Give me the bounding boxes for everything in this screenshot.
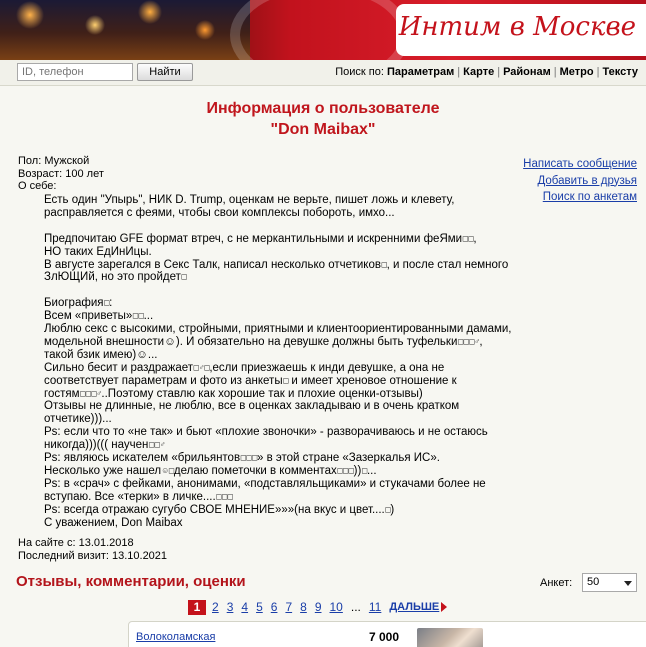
bio-p1: Люблю секс с высокими, стройными, приятными и клиентоориентированными дамами, модельной внешности xyxy=(44,323,512,348)
search-link-map[interactable]: Карте xyxy=(463,66,495,78)
page-title-username: "Don Maibax" xyxy=(270,121,376,138)
card-photo[interactable] xyxy=(417,628,483,647)
page-link[interactable]: 2 xyxy=(212,600,219,614)
about-p2b: НО таких ЕдИнИцы. xyxy=(44,245,152,258)
emoji-icon: ◻ xyxy=(384,504,391,514)
per-page-select[interactable] xyxy=(582,573,637,592)
emoji-icon: ◻◻ xyxy=(132,311,144,321)
emoji-icon: ◻ xyxy=(380,259,387,269)
chevron-down-icon xyxy=(624,581,632,586)
per-page-value: 50 xyxy=(587,576,600,588)
write-message-link[interactable]: Написать сообщение xyxy=(523,158,637,170)
site-banner[interactable] xyxy=(0,0,646,60)
emoji-icon: ◻◻◻♂ xyxy=(79,388,102,398)
arrow-right-icon[interactable] xyxy=(441,602,447,612)
bio-p2: Сильно бесит и раздражает xyxy=(44,361,194,374)
pager-dots: ... xyxy=(350,600,361,614)
page-link[interactable]: 4 xyxy=(241,600,249,614)
city-photo xyxy=(0,0,250,60)
emoji-icon: ◻ xyxy=(361,466,367,475)
about-p3b: , и после стал немного ЗлЮЩИй, но это пройдет xyxy=(44,258,509,284)
card-metro-link[interactable]: Волоколамская xyxy=(136,631,216,643)
emoji-icon: ◻◻♂ xyxy=(148,440,165,450)
emoji-icon: ◻◻◻ xyxy=(336,466,354,475)
search-by-nav: Поиск по: Параметрам | Карте | Районам | Метро | Тексту xyxy=(335,66,638,78)
emoji-icon: ◻ xyxy=(180,272,187,282)
last-visit: Последний визит: 13.10.2021 xyxy=(18,549,168,562)
registered-date: На сайте с: 13.01.2018 xyxy=(18,537,134,549)
age: Возраст: 100 лет xyxy=(18,167,104,180)
emoji-icon: ☺◻ xyxy=(161,466,174,475)
emoji-icon: ◻ xyxy=(282,375,289,385)
ps4: Ps: всегда отражаю сугубо СВОЕ МНЕНИЕ»»»(на вкус и цвет.... xyxy=(44,503,385,516)
emoji-icon: ◻◻◻ xyxy=(215,491,233,501)
search-input[interactable] xyxy=(17,63,133,81)
smile-icon: ☺ xyxy=(164,335,176,348)
pagination xyxy=(188,599,447,615)
search-link-text[interactable]: Тексту xyxy=(602,66,638,78)
user-info xyxy=(18,155,104,193)
about-p2a: Предпочитаю GFE формат втреч, с не меркантильными и искренними феЯми xyxy=(44,232,463,245)
page-link[interactable]: 7 xyxy=(285,600,293,614)
page-link[interactable]: 10 xyxy=(329,600,343,614)
emoji-icon: ◻◻◻♂ xyxy=(457,336,480,346)
emoji-icon: ◻ xyxy=(103,298,110,308)
reviews-title: Отзывы, комментарии, оценки xyxy=(16,573,246,590)
profile-actions xyxy=(523,156,637,206)
search-link-parameters[interactable]: Параметрам xyxy=(386,66,455,78)
smile-icon: ☺ xyxy=(136,348,148,361)
about-label: О себе: xyxy=(18,180,57,193)
hello-text: Всем «приветы» xyxy=(44,310,133,323)
about-p1: Есть один "Упырь", НИК D. Trump, оценкам не верьте, пишет ложь и клевету, расправляется с феями, чтобы свои комплексы побороть, имхо... xyxy=(44,194,455,219)
next-page-link[interactable]: ДАЛЬШЕ xyxy=(389,601,440,613)
anket-label: Анкет: xyxy=(540,577,573,589)
add-friend-link[interactable]: Добавить в друзья xyxy=(537,174,637,187)
page-link[interactable]: 9 xyxy=(314,600,322,614)
page-current: 1 xyxy=(188,600,206,615)
ps1: Ps: если что то «не так» и бьют «плохие звоночки» - разворачиваюсь и не остаюсь никогда)))((( научен xyxy=(44,426,488,452)
emoji-icon: ◻◻ xyxy=(462,233,474,243)
visit-info xyxy=(18,537,167,563)
find-button[interactable]: Найти xyxy=(137,63,193,81)
search-by-label: Поиск по: xyxy=(335,66,384,78)
site-logo[interactable] xyxy=(396,4,646,56)
search-profiles-link[interactable]: Поиск по анкетам xyxy=(542,191,637,203)
card-price: 7 000 xyxy=(369,630,400,644)
about-text: Есть один "Упырь", НИК D. Trump, оценкам не верьте, пишет ложь и клевету, расправляется с феями, чтобы свои комплексы побороть, имхо... Предпочитаю GFE формат втреч, с не меркантильными и искренними феЯми◻◻, НО таких ЕдИнИцы. В августе зарегался в Секс Талк, написал несколько отчетиков◻, и после стал немного ЗлЮЩИй, но это пройдет◻ Биография◻: Всем «приветы»◻◻... Люблю секс с высокими, стройными, приятными и клиентоориентированными дамами, модельной внешности☺). И обязательно на девушке должны быть туфельки◻◻◻♂, такой бзик имею)☺... Сильно бесит и раздражает◻♂◻,если приезжаешь к инди девушке, а она не соответствует параметрам и фото из анкеты◻ и имеет хреновое отношение к гостям◻◻◻♂..Поэтому ставлю как хорошие так и плохие оценки-отзывы) Отзывы не длинные, не люблю, все в оценках закладываю и в очень кратком отчетике)))... Ps: если что то «не так» и бьют «плохие звоночки» - разворачиваюсь и не остаюсь никогда)))((( научен◻◻♂ Ps: являюсь искателем «брильянтов◻◻◻» в этой стране «Зазеркалья ИС». Несколько уже нашел☺◻делаю пометочки в комментах◻◻◻))◻... Ps: в «срач» с фейками, анонимами, «подставляльщиками» и стукачами более не вступаю. Все «терки» в личке....◻◻◻ Ps: всегда отражаю сугубо СВОЕ МНЕНИЕ»»»(на вкус и цвет....◻) С уважением, Don Maibax xyxy=(44,194,514,530)
logo-text: Интим в Москве xyxy=(398,12,636,42)
signature: С уважением, Don Maibax xyxy=(44,516,183,529)
ps3: Ps: в «срач» с фейками, анонимами, «подставляльщиками» и стукачами более не вступаю. Все «терки» в личке.... xyxy=(44,477,486,503)
bio-p3: Отзывы не длинные, не люблю, все в оценках закладываю и в очень кратком отчетике)))... xyxy=(44,400,460,426)
page-title: Информация о пользователе xyxy=(206,100,440,117)
emoji-icon: ◻◻◻ xyxy=(240,453,257,463)
page-link[interactable]: 8 xyxy=(300,600,307,614)
review-card[interactable] xyxy=(128,621,646,647)
banner-swirl xyxy=(230,0,410,60)
search-toolbar xyxy=(0,60,646,86)
emoji-icon: ◻♂◻ xyxy=(193,362,210,372)
search-link-districts[interactable]: Районам xyxy=(503,66,551,78)
page-link-last[interactable]: 11 xyxy=(368,600,382,614)
page-link[interactable]: 5 xyxy=(256,600,263,614)
search-link-metro[interactable]: Метро xyxy=(559,66,594,78)
bio-label: Биография xyxy=(44,297,104,310)
ps2: Ps: являюсь искателем «брильянтов xyxy=(44,452,241,465)
page-link[interactable]: 3 xyxy=(226,600,234,614)
about-p3a: В августе зарегался в Секс Талк, написал несколько отчетиков xyxy=(44,258,381,271)
page-link[interactable]: 6 xyxy=(270,600,278,614)
gender: Пол: Мужской xyxy=(18,155,90,167)
